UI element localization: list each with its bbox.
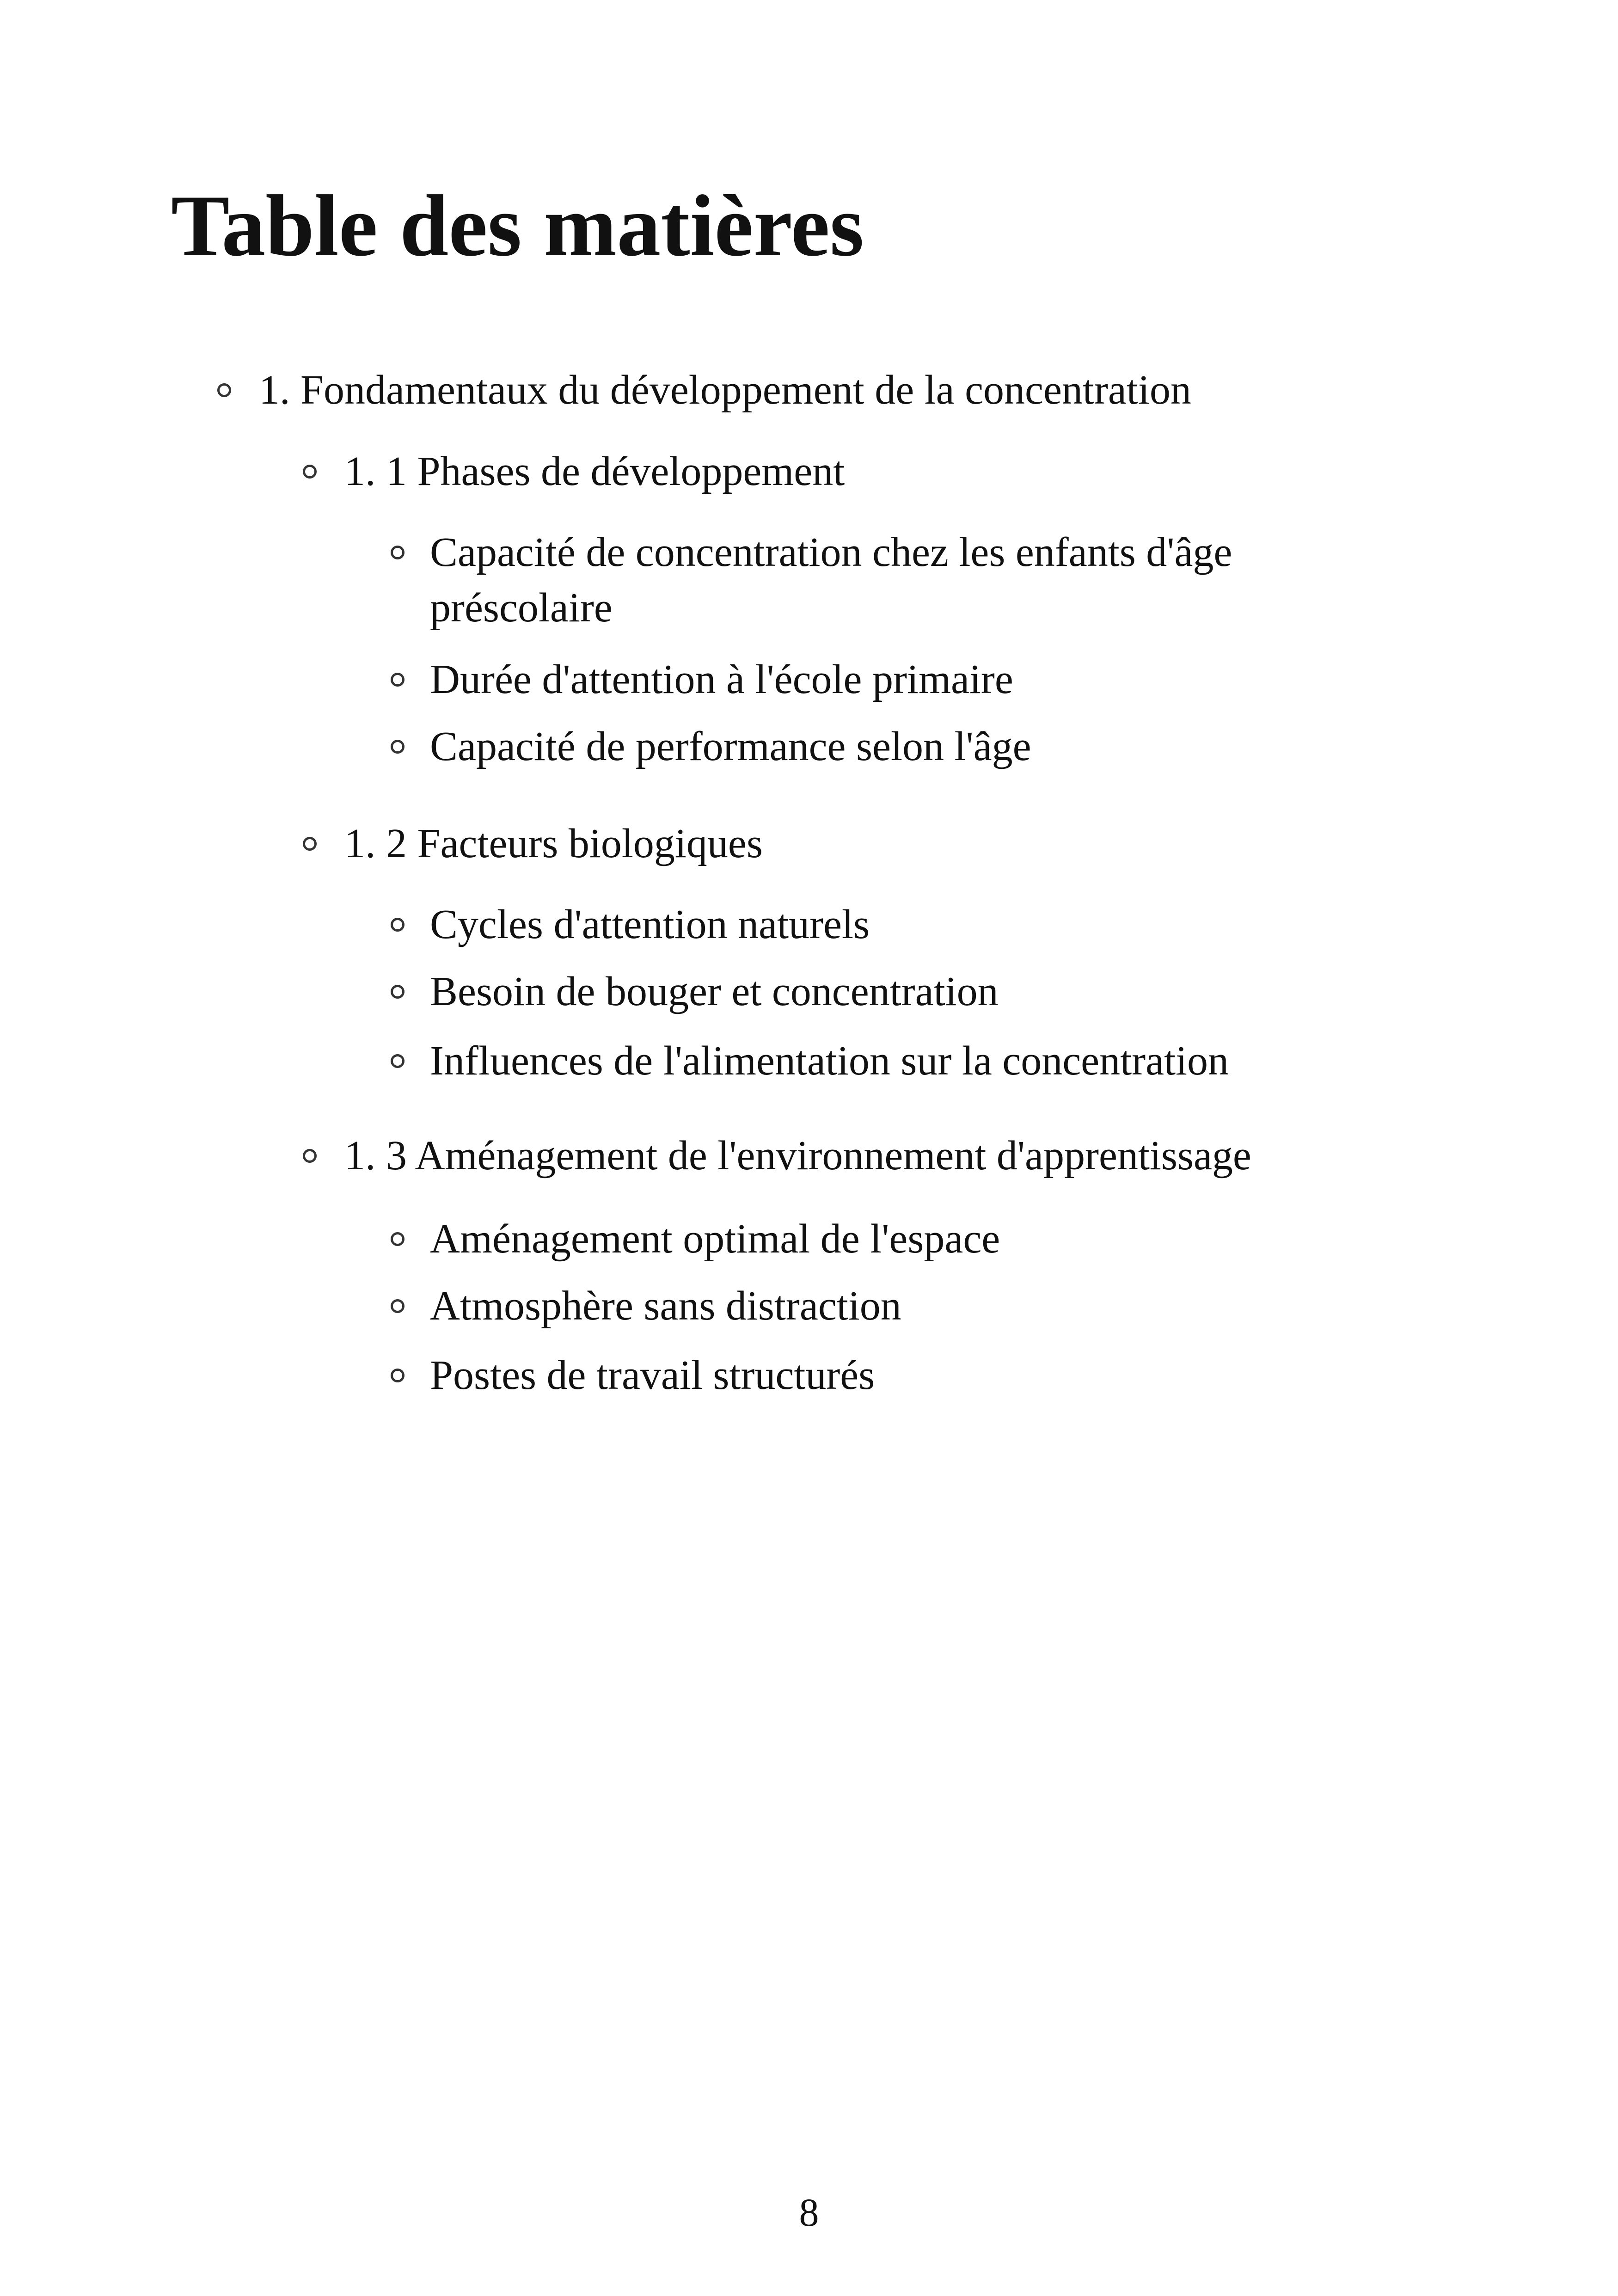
bullet-icon: [391, 1232, 404, 1246]
bullet-icon: [391, 985, 404, 999]
page-number: 8: [799, 2190, 819, 2235]
bullet-icon: [391, 1054, 404, 1068]
bullet-icon: [391, 546, 404, 559]
bullet-icon: [391, 1369, 404, 1382]
toc-entry-1-2-b[interactable]: Besoin de bouger et concentration: [430, 969, 999, 1014]
toc-entry-1-1-a[interactable]: Capacité de concentration chez les enfants d'âge: [430, 529, 1232, 575]
page-title: Table des matières: [171, 178, 864, 275]
toc-entry-1-2-a[interactable]: Cycles d'attention naturels: [430, 902, 870, 947]
toc-entry-1-1-b[interactable]: Durée d'attention à l'école primaire: [430, 657, 1013, 702]
toc-entry-1-3-b[interactable]: Atmosphère sans distraction: [430, 1283, 901, 1329]
toc-entry-1-1[interactable]: 1. 1 Phases de développement: [344, 448, 845, 494]
bullet-icon: [391, 918, 404, 932]
bullet-icon: [217, 383, 231, 397]
toc-entry-1-3[interactable]: 1. 3 Aménagement de l'environnement d'apprentissage: [344, 1133, 1251, 1179]
toc-entry-1-2[interactable]: 1. 2 Facteurs biologiques: [344, 821, 763, 866]
bullet-icon: [303, 465, 317, 479]
toc-entry-section-1[interactable]: 1. Fondamentaux du développement de la concentration: [259, 367, 1191, 413]
bullet-icon: [391, 740, 404, 754]
toc-entry-1-1-a-continued[interactable]: préscolaire: [430, 585, 613, 631]
bullet-icon: [303, 837, 317, 851]
toc-entry-1-2-c[interactable]: Influences de l'alimentation sur la concentration: [430, 1038, 1229, 1084]
toc-entry-1-1-c[interactable]: Capacité de performance selon l'âge: [430, 724, 1031, 769]
bullet-icon: [303, 1149, 317, 1163]
toc-entry-1-3-c[interactable]: Postes de travail structurés: [430, 1352, 875, 1398]
bullet-icon: [391, 673, 404, 687]
bullet-icon: [391, 1299, 404, 1313]
toc-entry-1-3-a[interactable]: Aménagement optimal de l'espace: [430, 1216, 1000, 1262]
